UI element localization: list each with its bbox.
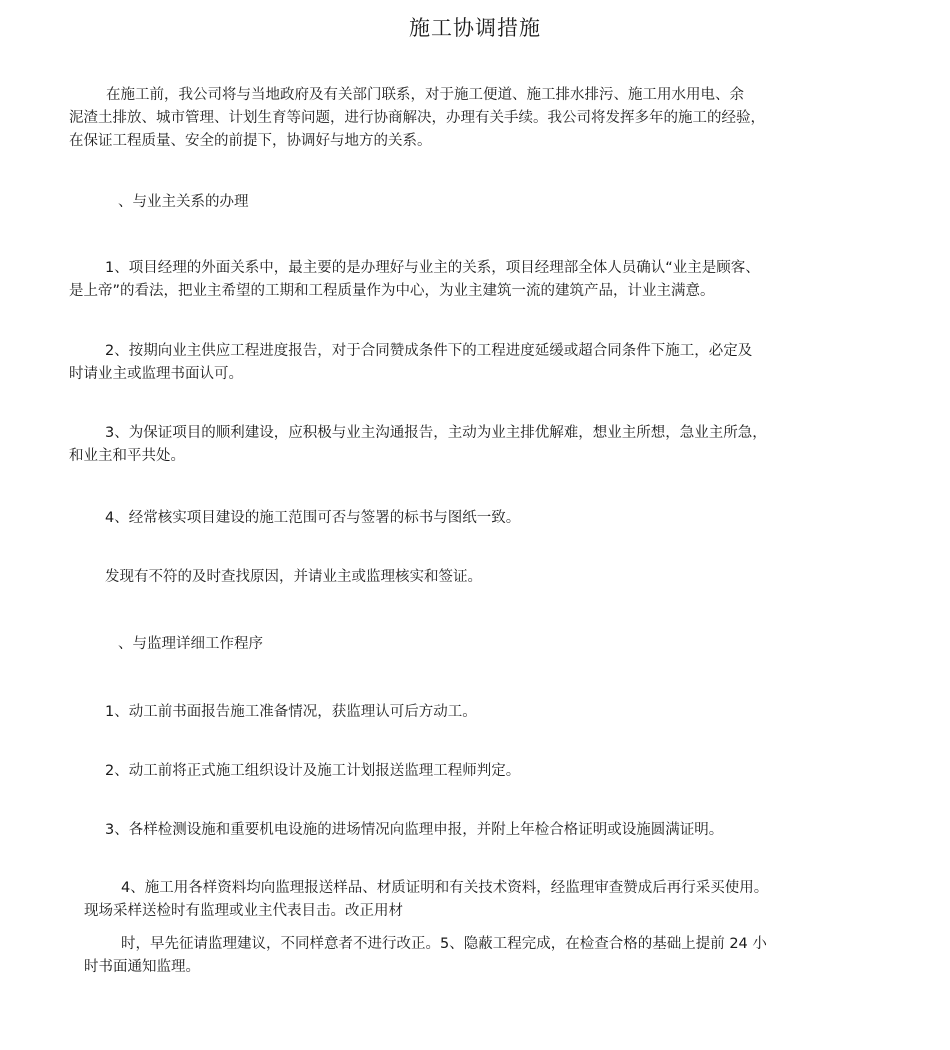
supervisor-item-4 [84, 877, 768, 923]
owner-item-3-line: 和业主和平共处。 [69, 448, 185, 464]
owner-item-1-line: 1、项目经理的外面关系中，最主要的是办理好与业主的关系，项目经理部全体人员确认“业主是顾客、 [105, 260, 760, 276]
supervisor-item-1: 1、动工前书面报告施工准备情况，获监理认可后方动工。 [105, 704, 477, 720]
owner-item-1-line: 是上帝”的看法，把业主希望的工期和工程质量作为中心，为业主建筑一流的建筑产品，计业主满意。 [69, 283, 715, 299]
owner-item-2-line: 2、按期向业主供应工程进度报告，对于合同赞成条件下的工程进度延缓或超合同条件下施工，必定及 [105, 343, 753, 359]
intro-paragraph [69, 84, 765, 153]
supervisor-item-5 [84, 933, 767, 979]
supervisor-item-4-line: 现场采样送检时有监理或业主代表目击。改正用材 [84, 903, 403, 919]
owner-item-2-line: 时请业主或监理书面认可。 [69, 366, 243, 382]
supervisor-item-5-line: 时，早先征请监理建议，不同样意者不进行改正。5、隐蔽工程完成，在检查合格的基础上提前 24 小 [121, 936, 767, 952]
owner-item-4-followup: 发现有不符的及时查找原因，并请业主或监理核实和签证。 [105, 569, 482, 585]
intro-line: 在保证工程质量、安全的前提下，协调好与地方的关系。 [69, 133, 432, 149]
supervisor-item-2: 2、动工前将正式施工组织设计及施工计划报送监理工程师判定。 [105, 763, 521, 779]
owner-item-3-line: 3、为保证项目的顺利建设，应积极与业主沟通报告，主动为业主排优解难，想业主所想，急业主所急， [105, 425, 767, 441]
supervisor-item-4-line: 4、施工用各样资料均向监理报送样品、材质证明和有关技术资料，经监理审查赞成后再行采买使用。 [121, 880, 769, 896]
owner-item-3 [69, 422, 767, 468]
owner-item-1 [69, 257, 760, 303]
supervisor-item-5-line: 时书面通知监理。 [84, 959, 200, 975]
intro-line: 在施工前，我公司将与当地政府及有关部门联系，对于施工便道、施工排水排污、施工用水用电、余 [106, 87, 744, 103]
owner-item-4: 4、经常核实项目建设的施工范围可否与签署的标书与图纸一致。 [105, 510, 521, 526]
section-heading-supervisor: 、与监理详细工作程序 [118, 636, 263, 652]
owner-item-2 [69, 340, 752, 386]
intro-line: 泥渣土排放、城市管理、计划生育等问题，进行协商解决，办理有关手续。我公司将发挥多年的施工的经验， [69, 110, 765, 126]
page-title: 施工协调措施 [409, 16, 541, 40]
supervisor-item-3: 3、各样检测设施和重要机电设施的进场情况向监理申报，并附上年检合格证明或设施圆满证明。 [105, 822, 724, 838]
section-heading-owner: 、与业主关系的办理 [118, 194, 249, 210]
